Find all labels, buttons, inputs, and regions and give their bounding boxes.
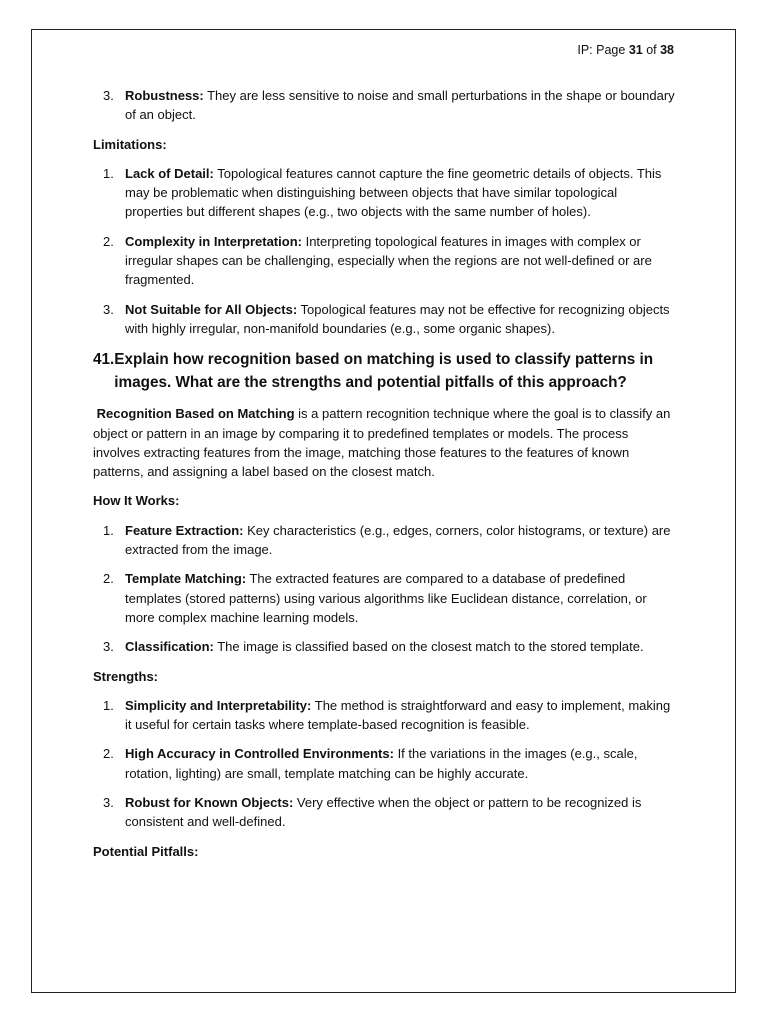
page-header — [577, 41, 674, 59]
intro-term: Recognition Based on Matching — [96, 406, 295, 422]
list-item — [93, 232, 677, 290]
list-body: Key characteristics (e.g., edges, corners, color histograms, or texture) are extracted from the image. — [125, 522, 671, 558]
list-item — [93, 793, 677, 832]
list-body: Topological features cannot capture the fine geometric details of objects. This may be problematic when distinguishing between objects that have similar topological properties but different shapes (e.g., two objects with the same number of holes). — [125, 165, 662, 220]
list-body: If the variations in the images (e.g., scale, rotation, lighting) are small, template matching can be highly accurate. — [125, 746, 638, 781]
list-body: The extracted features are compared to a database of predefined templates (stored patterns) using various algorithms like Euclidean distance, correlation, or more complex machine learning models. — [125, 571, 647, 625]
list-text — [125, 793, 677, 832]
list-number: 2. — [103, 571, 114, 587]
list-text — [125, 164, 677, 222]
question-number: 41. — [93, 351, 115, 369]
list-text — [125, 744, 677, 783]
list-number: 1. — [103, 522, 114, 538]
list-item — [93, 637, 677, 656]
list-item — [93, 86, 677, 125]
list-body: Very effective when the object or pattern to be recognized is consistent and well-defined. — [125, 795, 642, 830]
intro-body: is a pattern recognition technique where the goal is to classify an object or pattern in an image by comparing it to predefined templates or models. The process involves extracting features from the image, matching those features to the features of known patterns, and assigning a label based on the closest match. — [93, 406, 671, 480]
list-number: 3. — [103, 795, 114, 811]
section-label-how-it-works: How It Works: — [93, 493, 180, 509]
list-number: 3. — [103, 301, 114, 317]
list-term: Robustness: — [125, 88, 204, 103]
list-body: Interpreting topological features in images with complex or irregular shapes can be challenging, especially when the regions are not well-defined or are fragmented. — [125, 233, 652, 288]
list-term: High Accuracy in Controlled Environments: — [125, 746, 394, 762]
list-text — [125, 86, 677, 125]
list-item — [93, 300, 677, 339]
list-item — [93, 569, 677, 627]
list-number: 1. — [103, 165, 114, 181]
list-number: 2. — [103, 233, 114, 249]
list-text — [125, 300, 677, 339]
list-text — [125, 569, 677, 627]
list-item — [93, 164, 677, 222]
list-body: The method is straightforward and easy to implement, making it useful for certain tasks where template-based recognition is feasible. — [125, 697, 671, 733]
intro-paragraph — [93, 404, 677, 481]
list-body: Topological features may not be effective for recognizing objects with highly irregular, non-manifold boundaries (e.g., some organic shapes). — [125, 301, 670, 336]
list-term: Complexity in Interpretation: — [125, 233, 302, 249]
list-term: Template Matching: — [125, 571, 247, 587]
list-item — [93, 744, 677, 783]
section-label-limitations: Limitations: — [93, 136, 167, 152]
header-prefix: IP: Page — [577, 43, 629, 57]
list-body: The image is classified based on the closest match to the stored template. — [213, 639, 644, 655]
list-body: They are less sensitive to noise and small perturbations in the shape or boundary of an object. — [125, 88, 675, 123]
list-text — [125, 232, 677, 290]
question-heading — [93, 348, 677, 394]
list-term: Robust for Known Objects: — [125, 795, 294, 811]
header-of: of — [642, 43, 661, 57]
header-page-number: 31 — [628, 43, 643, 57]
list-number: 3. — [103, 639, 114, 655]
list-term: Lack of Detail: — [125, 165, 214, 181]
list-term: Simplicity and Interpretability: — [125, 697, 312, 713]
list-number: 3. — [103, 88, 114, 103]
header-total-pages: 38 — [660, 43, 674, 57]
document-content — [93, 86, 677, 871]
list-term: Not Suitable for All Objects: — [125, 301, 298, 317]
list-item — [93, 696, 677, 735]
list-text — [125, 637, 677, 656]
list-item — [93, 521, 677, 560]
list-text — [125, 696, 677, 735]
list-number: 1. — [103, 697, 114, 713]
list-number: 2. — [103, 746, 114, 762]
question-text: Explain how recognition based on matching is used to classify patterns in images. What are the strengths and potential pitfalls of this approach? — [114, 351, 654, 392]
list-term: Classification: — [125, 639, 214, 655]
section-label-strengths: Strengths: — [93, 668, 158, 684]
list-text — [125, 521, 677, 560]
section-label-potential-pitfalls: Potential Pitfalls: — [93, 843, 199, 859]
list-term: Feature Extraction: — [125, 522, 244, 538]
